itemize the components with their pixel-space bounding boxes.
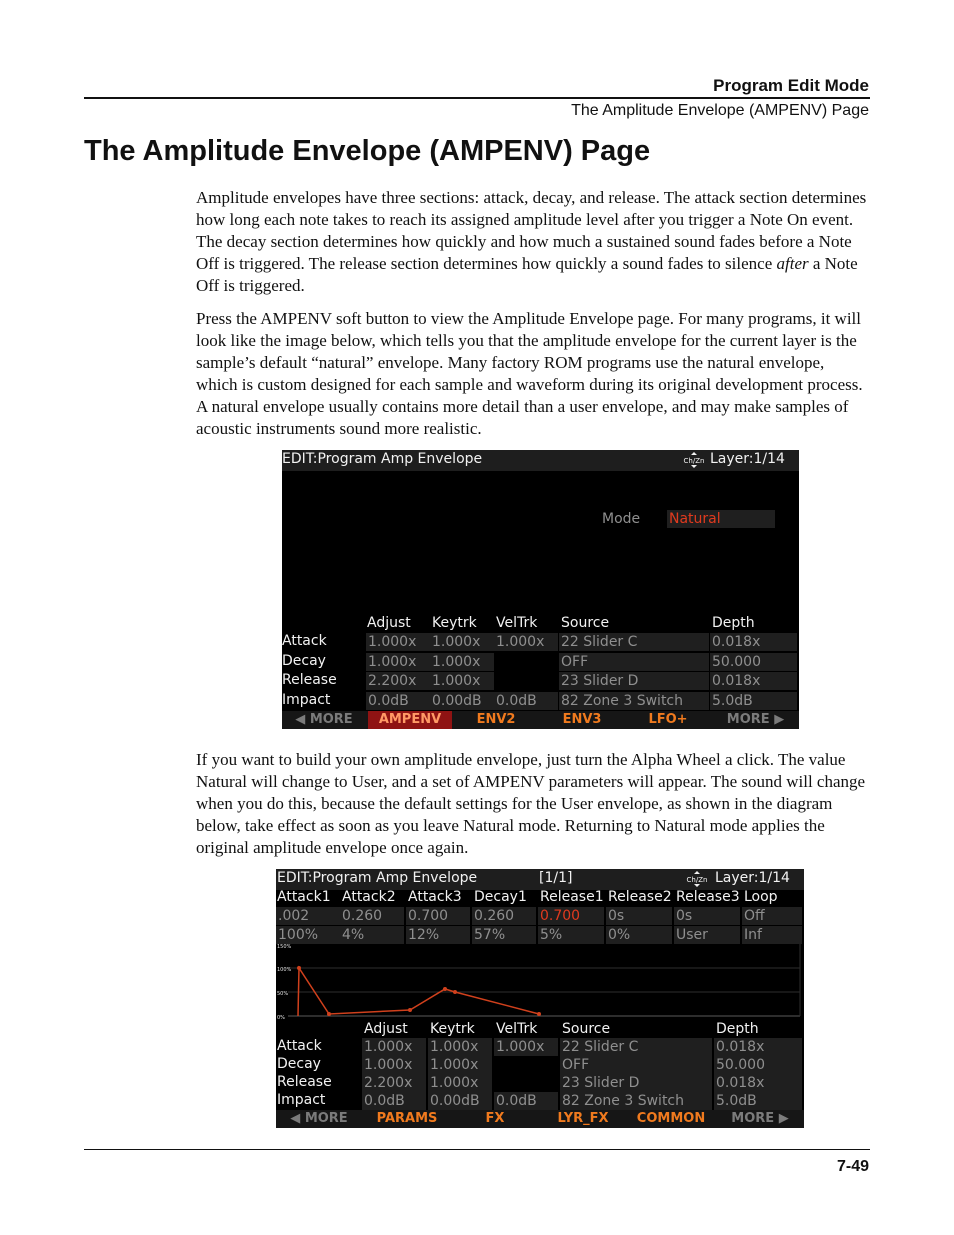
attack-adjust-field[interactable]: 1.000x xyxy=(362,1038,426,1056)
column-header-keytrk: Keytrk xyxy=(430,1021,475,1037)
impact-source-field[interactable]: 82 Zone 3 Switch xyxy=(560,1092,712,1110)
decay-adjust-field[interactable]: 1.000x xyxy=(362,1056,426,1074)
running-head-subsection: The Amplitude Envelope (AMPENV) Page xyxy=(571,102,869,119)
attack-source-field[interactable]: 22 Slider C xyxy=(560,1038,712,1056)
softkey-more-right[interactable]: MORE ▶ xyxy=(731,1111,789,1126)
row-label-impact: Impact xyxy=(277,1092,326,1108)
column-header-adjust: Adjust xyxy=(364,1021,408,1037)
release-keytrk-field[interactable]: 1.000x xyxy=(430,672,494,690)
column-header-source: Source xyxy=(561,615,610,631)
impact-keytrk-field[interactable]: 0.00dB xyxy=(428,1092,492,1110)
envelope-point-release2[interactable] xyxy=(537,1012,541,1016)
graph-tick-0: 0% xyxy=(277,1015,285,1020)
envelope-point-attack3[interactable] xyxy=(408,1008,412,1012)
column-header-depth: Depth xyxy=(712,615,755,631)
header-rule xyxy=(84,97,870,99)
decay-source-field[interactable]: OFF xyxy=(560,1056,712,1074)
screen-title: EDIT:Program Amp Envelope xyxy=(282,451,483,467)
impact-depth-field[interactable]: 5.0dB xyxy=(710,692,797,710)
attack-veltrk-field[interactable]: 1.000x xyxy=(494,633,558,651)
attack-keytrk-field[interactable]: 1.000x xyxy=(430,633,494,651)
para1-text: Amplitude envelopes have three sections: attack, decay, and release. The attack section determines how long each note takes to reach its assigned amplitude level after you trigger a Note On event. The decay section determines how quickly and how much a sustained sound fades before a Note Off is triggered. The release section determines how quickly a sound fades to silence xyxy=(196,188,867,273)
attack-veltrk-field[interactable]: 1.000x xyxy=(494,1038,558,1056)
attack2-time-field[interactable]: 0.260 xyxy=(340,907,404,925)
seg-header-loop: Loop xyxy=(744,889,778,905)
attack-adjust-field[interactable]: 1.000x xyxy=(366,633,430,651)
impact-adjust-field[interactable]: 0.0dB xyxy=(366,692,430,710)
decay-adjust-field[interactable]: 1.000x xyxy=(366,653,430,671)
paragraph-ampenv-button: Press the AMPENV soft button to view the Amplitude Envelope page. For many programs, it will look like the image below, which tells you that the amplitude envelope for the current layer is the sample’s default “natural” envelope. Many factory ROM programs use the natural envelope, which is custom designed for each sample and waveform during its original development process. A natural envelope usually contains more detail than a user envelope, and may make samples of acoustic instruments sound more realistic. xyxy=(196,309,863,438)
seg-header-decay1: Decay1 xyxy=(474,889,527,905)
seg-header-attack2: Attack2 xyxy=(342,889,396,905)
column-header-keytrk: Keytrk xyxy=(432,615,477,631)
mode-label: Mode xyxy=(602,511,641,527)
softkey-lyr-fx[interactable]: LYR_FX xyxy=(557,1111,609,1126)
running-head-section: Program Edit Mode xyxy=(713,76,869,95)
chan-zone-icon xyxy=(683,452,705,468)
row-label-impact: Impact xyxy=(282,692,331,708)
attack1-time-field[interactable]: .002 xyxy=(276,907,340,925)
release-source-field[interactable]: 23 Slider D xyxy=(559,672,709,690)
column-header-veltrk: VelTrk xyxy=(496,615,538,631)
decay-keytrk-field[interactable]: 1.000x xyxy=(430,653,494,671)
seg-header-attack3: Attack3 xyxy=(408,889,462,905)
column-header-depth: Depth xyxy=(716,1021,759,1037)
loop-field[interactable]: Off xyxy=(742,907,802,925)
envelope-point-release1[interactable] xyxy=(453,990,457,994)
graph-tick-150: 150% xyxy=(277,944,292,950)
decay1-time-field[interactable]: 0.260 xyxy=(472,907,536,925)
seg-header-attack1: Attack1 xyxy=(277,889,331,905)
attack-depth-field[interactable]: 0.018x xyxy=(714,1038,802,1056)
decay-keytrk-field[interactable]: 1.000x xyxy=(428,1056,492,1074)
impact-adjust-field[interactable]: 0.0dB xyxy=(362,1092,426,1110)
column-header-veltrk: VelTrk xyxy=(496,1021,538,1037)
screen-title: EDIT:Program Amp Envelope xyxy=(277,870,478,886)
softkey-env2[interactable]: ENV2 xyxy=(476,712,516,727)
impact-source-field[interactable]: 82 Zone 3 Switch xyxy=(559,692,709,710)
mode-value-field[interactable]: Natural xyxy=(667,510,775,528)
seg-header-release3: Release3 xyxy=(676,889,740,905)
softkey-env3[interactable]: ENV3 xyxy=(562,712,602,727)
row-label-attack: Attack xyxy=(282,633,327,649)
release3-time-field[interactable]: 0s xyxy=(674,907,740,925)
impact-veltrk-field[interactable]: 0.0dB xyxy=(494,692,558,710)
attack-keytrk-field[interactable]: 1.000x xyxy=(428,1038,492,1056)
release2-level-field[interactable]: 0% xyxy=(606,926,672,944)
para1-emphasis: after xyxy=(776,254,809,273)
envelope-point-decay1[interactable] xyxy=(443,987,447,991)
softkey-more-left[interactable]: ◀ MORE xyxy=(295,712,353,727)
chan-zone-icon-label: Ch/Zn xyxy=(683,457,705,465)
softkey-more-left-label: MORE xyxy=(304,1111,348,1126)
soft-button-bar xyxy=(282,711,799,729)
row-label-release: Release xyxy=(277,1074,332,1090)
release-depth-field[interactable]: 0.018x xyxy=(714,1074,802,1092)
softkey-fx[interactable]: FX xyxy=(485,1111,505,1126)
attack2-level-field[interactable]: 4% xyxy=(340,926,404,944)
impact-depth-field[interactable]: 5.0dB xyxy=(714,1092,802,1110)
softkey-more-right[interactable]: MORE ▶ xyxy=(726,712,785,727)
paragraph-envelope-sections xyxy=(196,187,870,297)
softkey-more-left-label: MORE xyxy=(309,712,353,727)
chan-zone-icon-label: Ch/Zn xyxy=(686,876,708,884)
attack3-time-field[interactable]: 0.700 xyxy=(406,907,470,925)
release-adjust-field[interactable]: 2.200x xyxy=(366,672,430,690)
row-label-release: Release xyxy=(282,672,337,688)
envelope-point-attack2[interactable] xyxy=(327,1012,331,1016)
soft-button-bar xyxy=(276,1110,804,1128)
envelope-point-attack1[interactable] xyxy=(297,966,301,970)
layer-indicator: Layer:1/14 xyxy=(710,451,785,467)
impact-veltrk-field[interactable]: 0.0dB xyxy=(494,1092,558,1110)
impact-keytrk-field[interactable]: 0.00dB xyxy=(430,692,494,710)
loop-count-field[interactable]: Inf xyxy=(742,926,802,944)
layer-indicator: Layer:1/14 xyxy=(715,870,790,886)
decay-depth-field[interactable]: 50.000 xyxy=(714,1056,802,1074)
softkey-more-right-label: MORE xyxy=(731,1111,775,1126)
release1-time-field[interactable]: 0.700 xyxy=(538,907,604,925)
release-source-field[interactable]: 23 Slider D xyxy=(560,1074,712,1092)
graph-tick-50: 50% xyxy=(277,991,289,997)
softkey-ampenv[interactable]: AMPENV xyxy=(368,711,452,729)
attack-source-field[interactable]: 22 Slider C xyxy=(559,633,709,651)
column-header-adjust: Adjust xyxy=(367,615,411,631)
page-indicator: [1/1] xyxy=(539,870,573,886)
row-label-attack: Attack xyxy=(277,1038,322,1054)
release-adjust-field[interactable]: 2.200x xyxy=(362,1074,426,1092)
softkey-lfo-plus[interactable]: LFO+ xyxy=(648,712,688,727)
page-number: 7-49 xyxy=(836,1158,869,1175)
decay-source-field[interactable]: OFF xyxy=(559,653,709,671)
release3-level-field[interactable]: User xyxy=(674,926,740,944)
release2-time-field[interactable]: 0s xyxy=(606,907,672,925)
paragraph-user-envelope: If you want to build your own amplitude envelope, just turn the Alpha Wheel a click. The value Natural will change to User, and a set of AMPENV parameters will appear. The sound will change when you do this, because the default settings for the User envelope, as shown in the diagram below, take effect as soon as you leave Natural mode. Returning to Natural mode applies the original amplitude envelope once again. xyxy=(196,750,866,857)
decay1-level-field[interactable]: 57% xyxy=(472,926,536,944)
ampenv-natural-screenshot xyxy=(282,450,799,729)
release-keytrk-field[interactable]: 1.000x xyxy=(428,1074,492,1092)
column-header-source: Source xyxy=(562,1021,611,1037)
para1-text-end: a Note Off is triggered. xyxy=(196,254,858,295)
envelope-graph xyxy=(276,944,804,1020)
chan-zone-icon xyxy=(686,871,708,887)
attack3-level-field[interactable]: 12% xyxy=(406,926,470,944)
decay-depth-field[interactable]: 50.000 xyxy=(710,653,797,671)
row-label-decay: Decay xyxy=(277,1056,321,1072)
page-title: The Amplitude Envelope (AMPENV) Page xyxy=(84,135,651,167)
release1-level-field[interactable]: 5% xyxy=(538,926,604,944)
graph-tick-100: 100% xyxy=(277,967,292,973)
softkey-more-right-label: MORE xyxy=(726,712,770,727)
softkey-params[interactable]: PARAMS xyxy=(376,1111,438,1126)
softkey-more-left[interactable]: ◀ MORE xyxy=(290,1111,348,1126)
attack1-level-field[interactable]: 100% xyxy=(276,926,340,944)
ampenv-user-screenshot xyxy=(276,869,804,1128)
row-label-decay: Decay xyxy=(282,653,326,669)
seg-header-release2: Release2 xyxy=(608,889,672,905)
footer-rule xyxy=(84,1149,870,1150)
seg-header-release1: Release1 xyxy=(540,889,604,905)
release-depth-field[interactable]: 0.018x xyxy=(710,672,797,690)
softkey-common[interactable]: COMMON xyxy=(636,1111,706,1126)
attack-depth-field[interactable]: 0.018x xyxy=(710,633,797,651)
